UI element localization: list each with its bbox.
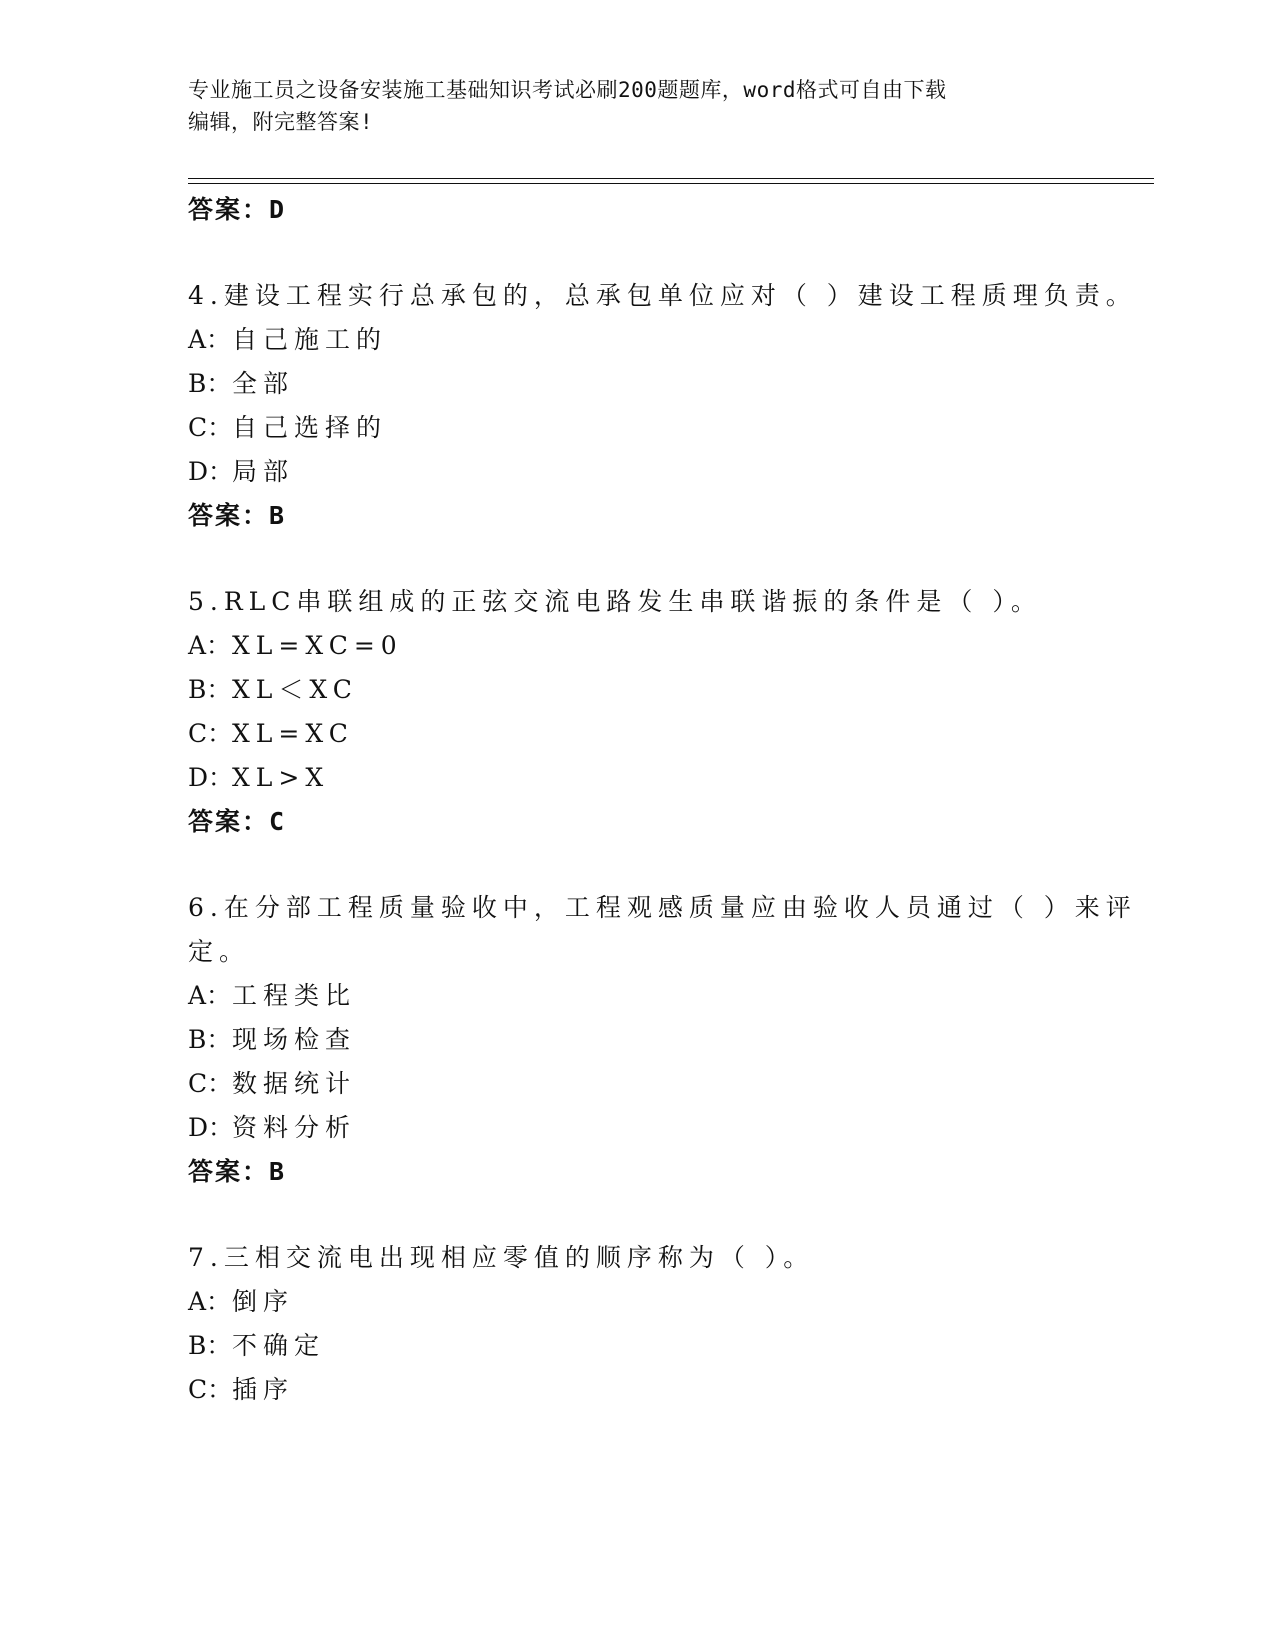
option-text: XL＜XC [232,675,358,704]
option-label: A： [188,631,232,660]
document-header [188,74,1068,138]
question-6-option-a [188,976,356,1012]
header-divider-bottom [188,183,1154,184]
question-6-stem-continued: 定。 [188,937,251,966]
question-6-answer: 答案：B [188,1157,287,1186]
question-4-stem: 4.建设工程实行总承包的，总承包单位应对（ ）建设工程质理负责。 [188,281,1137,310]
option-text: 自己施工的 [232,325,388,354]
question-5-option-b [188,670,358,706]
question-6-stem: 6.在分部工程质量验收中，工程观感质量应由验收人员通过（ ）来评 [188,893,1137,922]
question-4-option-c [188,408,387,444]
question-4-answer: 答案：B [188,501,287,530]
question-7-option-c [188,1370,294,1406]
question-7-option-a [188,1282,294,1318]
question-4-option-a [188,320,387,356]
option-label: B： [188,1025,232,1054]
option-label: B： [188,675,232,704]
option-text: XL=XC [232,719,354,748]
option-label: B： [188,1331,232,1360]
question-6-option-c [188,1064,356,1100]
question-7-option-b [188,1326,325,1362]
question-6-option-b [188,1020,356,1056]
option-text: 插序 [232,1375,295,1404]
option-text: 全部 [232,369,295,398]
option-text: 倒序 [232,1287,295,1316]
option-label: A： [188,1287,232,1316]
option-label: D： [188,457,234,486]
option-label: C： [188,1375,233,1404]
question-4-option-b [188,364,294,400]
option-text: 工程类比 [232,981,357,1010]
option-text: 现场检查 [232,1025,357,1054]
question-5-answer: 答案：C [188,807,287,836]
option-text: 数据统计 [232,1069,357,1098]
question-5-option-c [188,714,354,750]
question-4-option-d [188,452,294,488]
question-5-option-a [188,626,403,662]
option-text: XL>X [232,763,330,792]
option-text: 自己选择的 [232,413,388,442]
answer-prev: 答案：D [188,195,287,224]
question-6-option-d [188,1108,356,1144]
option-text: 不确定 [232,1331,326,1360]
option-label: D： [188,763,234,792]
question-7-stem: 7.三相交流电出现相应零值的顺序称为（ ）。 [188,1243,815,1272]
option-label: C： [188,413,233,442]
header-divider-top [188,178,1154,179]
option-label: D： [188,1113,234,1142]
question-5-option-d [188,758,329,794]
question-5-stem: 5.RLC串联组成的正弦交流电路发生串联谐振的条件是（ ）。 [188,587,1042,616]
option-label: B： [188,369,232,398]
option-text: 资料分析 [232,1113,357,1142]
option-label: A： [188,325,232,354]
option-label: A： [188,981,232,1010]
option-text: XL=XC=0 [232,631,403,660]
header-line-2: 编辑，附完整答案! [188,110,374,134]
option-label: C： [188,1069,233,1098]
option-text: 局部 [232,457,295,486]
option-label: C： [188,719,233,748]
header-line-1: 专业施工员之设备安装施工基础知识考试必刷200题题库，word格式可自由下载 [188,78,947,102]
